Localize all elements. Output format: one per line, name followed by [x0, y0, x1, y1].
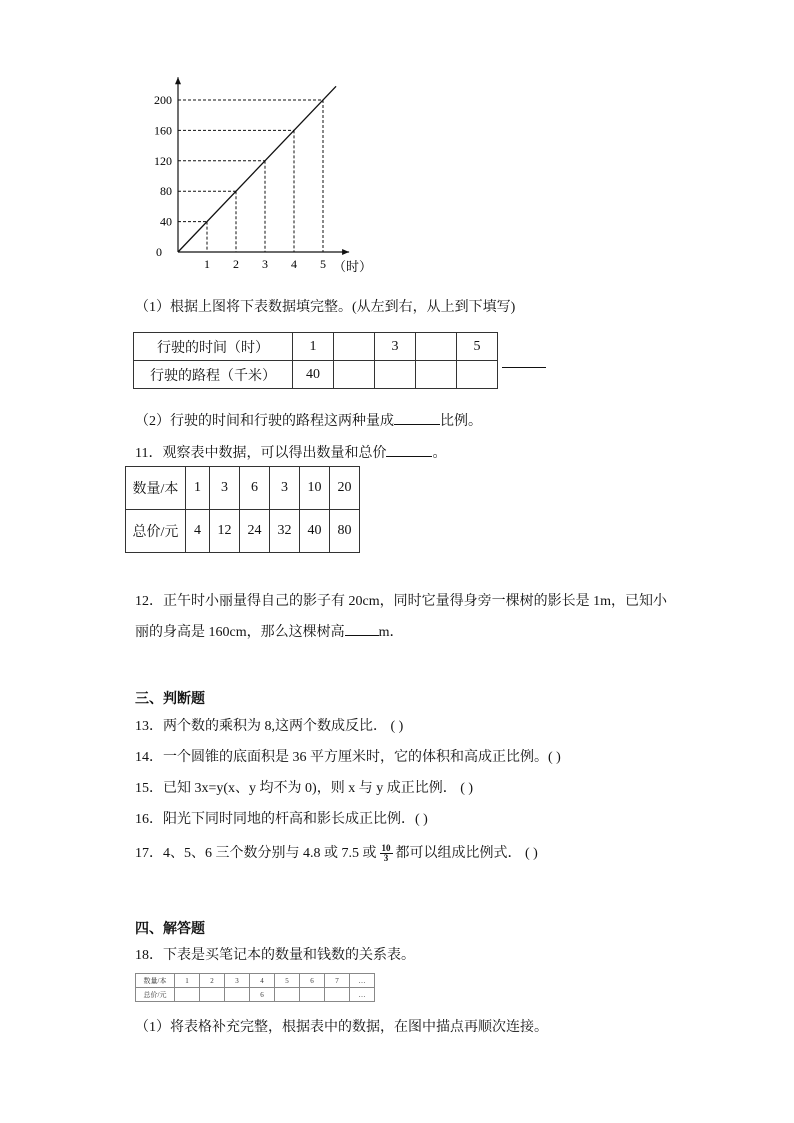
y-tick-label: 200 [154, 93, 172, 107]
table-cell: 40 [300, 510, 330, 553]
table-cell[interactable] [225, 988, 250, 1002]
table-cell[interactable] [200, 988, 225, 1002]
y-tick-label: 40 [160, 214, 172, 229]
table-cell: 40 [293, 361, 334, 389]
table-cell[interactable] [325, 988, 350, 1002]
question-18: 18．下表是买笔记本的数量和钱数的关系表。 [135, 948, 415, 963]
q12-text-end: m． [378, 625, 404, 640]
table-cell: 6 [250, 988, 275, 1002]
table-cell: 24 [240, 510, 270, 553]
section-heading: 三、判断题 [135, 692, 205, 707]
q12-line2 [135, 621, 404, 641]
distance-time-chart [140, 70, 380, 280]
table-cell: 1 [175, 974, 200, 988]
question-13: 13．两个数的乘积为 8,这两个数成反比． ( ) [135, 719, 404, 734]
series-line [178, 86, 336, 252]
table-cell: 3 [210, 467, 240, 510]
table-cell: 3 [225, 974, 250, 988]
table-cell: 20 [330, 467, 360, 510]
table-cell: … [350, 988, 375, 1002]
table-cell: 数量/本 [126, 467, 186, 510]
table-row [126, 510, 360, 553]
table-cell: 10 [300, 467, 330, 510]
table-cell: 6 [300, 974, 325, 988]
table-cell[interactable] [416, 361, 457, 389]
table-cell: 1 [293, 333, 334, 361]
question-16: 16．阳光下同时同地的杆高和影长成正比例．( ) [135, 812, 428, 827]
answer-blank[interactable] [394, 410, 440, 425]
q18-sub1: （1）将表格补充完整，根据表中的数据，在图中描点再顺次连接。 [135, 1020, 548, 1035]
table-cell: 5 [457, 333, 498, 361]
table-cell: 总价/元 [126, 510, 186, 553]
q10-sub1: （1）根据上图将下表数据填完整。(从左到右，从上到下填写) [135, 300, 516, 315]
table-cell: 12 [210, 510, 240, 553]
table-row [136, 988, 375, 1002]
table-cell: 3 [375, 333, 416, 361]
origin-label: 0 [156, 245, 162, 259]
table-cell: 3 [270, 467, 300, 510]
q10-sub2-text: （2）行驶的时间和行驶的路程这两种量成 [135, 414, 394, 429]
x-tick-label: 4 [291, 257, 297, 271]
table-cell[interactable] [375, 361, 416, 389]
y-tick-label: 160 [154, 123, 172, 138]
table-cell[interactable] [457, 361, 498, 389]
q17-text-end: 都可以组成比例式． ( ) [395, 846, 538, 861]
q10-table [133, 332, 498, 389]
x-tick-label: 1 [204, 257, 210, 271]
table-cell: 2 [200, 974, 225, 988]
table-cell: 总价/元 [136, 988, 175, 1002]
table-cell: 80 [330, 510, 360, 553]
section-heading: 四、解答题 [135, 922, 205, 937]
table-cell[interactable] [300, 988, 325, 1002]
table-cell: 7 [325, 974, 350, 988]
fraction-numerator: 10 [381, 843, 391, 854]
x-tick-label: 3 [262, 257, 268, 271]
fraction-denominator: 3 [383, 853, 389, 864]
answer-line [502, 367, 546, 368]
answer-blank[interactable] [345, 621, 379, 636]
table-cell: 4 [250, 974, 275, 988]
question-14: 14．一个圆锥的底面积是 36 平方厘米时，它的体积和高成正比例。( ) [135, 750, 561, 765]
q18-table [135, 973, 375, 1002]
table-cell: 6 [240, 467, 270, 510]
y-tick-label: 80 [160, 184, 172, 199]
q11-table [125, 466, 360, 553]
q12-text-start: 丽的身高是 160cm，那么这棵树高 [135, 625, 345, 640]
q10-sub2 [135, 410, 482, 430]
x-axis-label: （时） [333, 259, 373, 274]
table-cell: 行驶的时间（时） [134, 333, 293, 361]
table-cell[interactable] [275, 988, 300, 1002]
table-cell: 行驶的路程（千米） [134, 361, 293, 389]
table-row [134, 333, 498, 361]
q11-text-start: 11．观察表中数据，可以得出数量和总价 [135, 446, 387, 461]
table-cell[interactable] [175, 988, 200, 1002]
x-tick-label: 5 [320, 257, 326, 271]
table-cell: 32 [270, 510, 300, 553]
q17-text-start: 17．4、5、6 三个数分别与 4.8 或 7.5 或 [135, 846, 377, 861]
table-cell: 1 [186, 467, 210, 510]
y-axis-arrow-icon [175, 77, 181, 84]
fraction [380, 844, 393, 863]
table-cell: 5 [275, 974, 300, 988]
q10-sub2-text-end: 比例。 [440, 414, 482, 429]
table-cell[interactable] [334, 333, 375, 361]
table-cell[interactable] [416, 333, 457, 361]
table-row [136, 974, 375, 988]
answer-blank[interactable] [386, 442, 432, 457]
x-axis-arrow-icon [342, 249, 349, 255]
table-row [126, 467, 360, 510]
x-tick-label: 2 [233, 257, 239, 271]
table-cell[interactable] [334, 361, 375, 389]
y-tick-label: 120 [154, 153, 172, 168]
question-17 [135, 842, 538, 863]
table-cell: 4 [186, 510, 210, 553]
q11-text-end: 。 [432, 446, 447, 461]
q12-line1: 12．正午时小丽量得自己的影子有 20cm，同时它量得身旁一棵树的影长是 1m，已知小 [135, 594, 667, 609]
question-15: 15．已知 3x=y(x、y 均不为 0)，则 x 与 y 成正比例． ( ) [135, 781, 474, 796]
table-cell: 数量/本 [136, 974, 175, 988]
table-row [134, 361, 498, 389]
table-cell: … [350, 974, 375, 988]
q11-text [135, 442, 446, 462]
